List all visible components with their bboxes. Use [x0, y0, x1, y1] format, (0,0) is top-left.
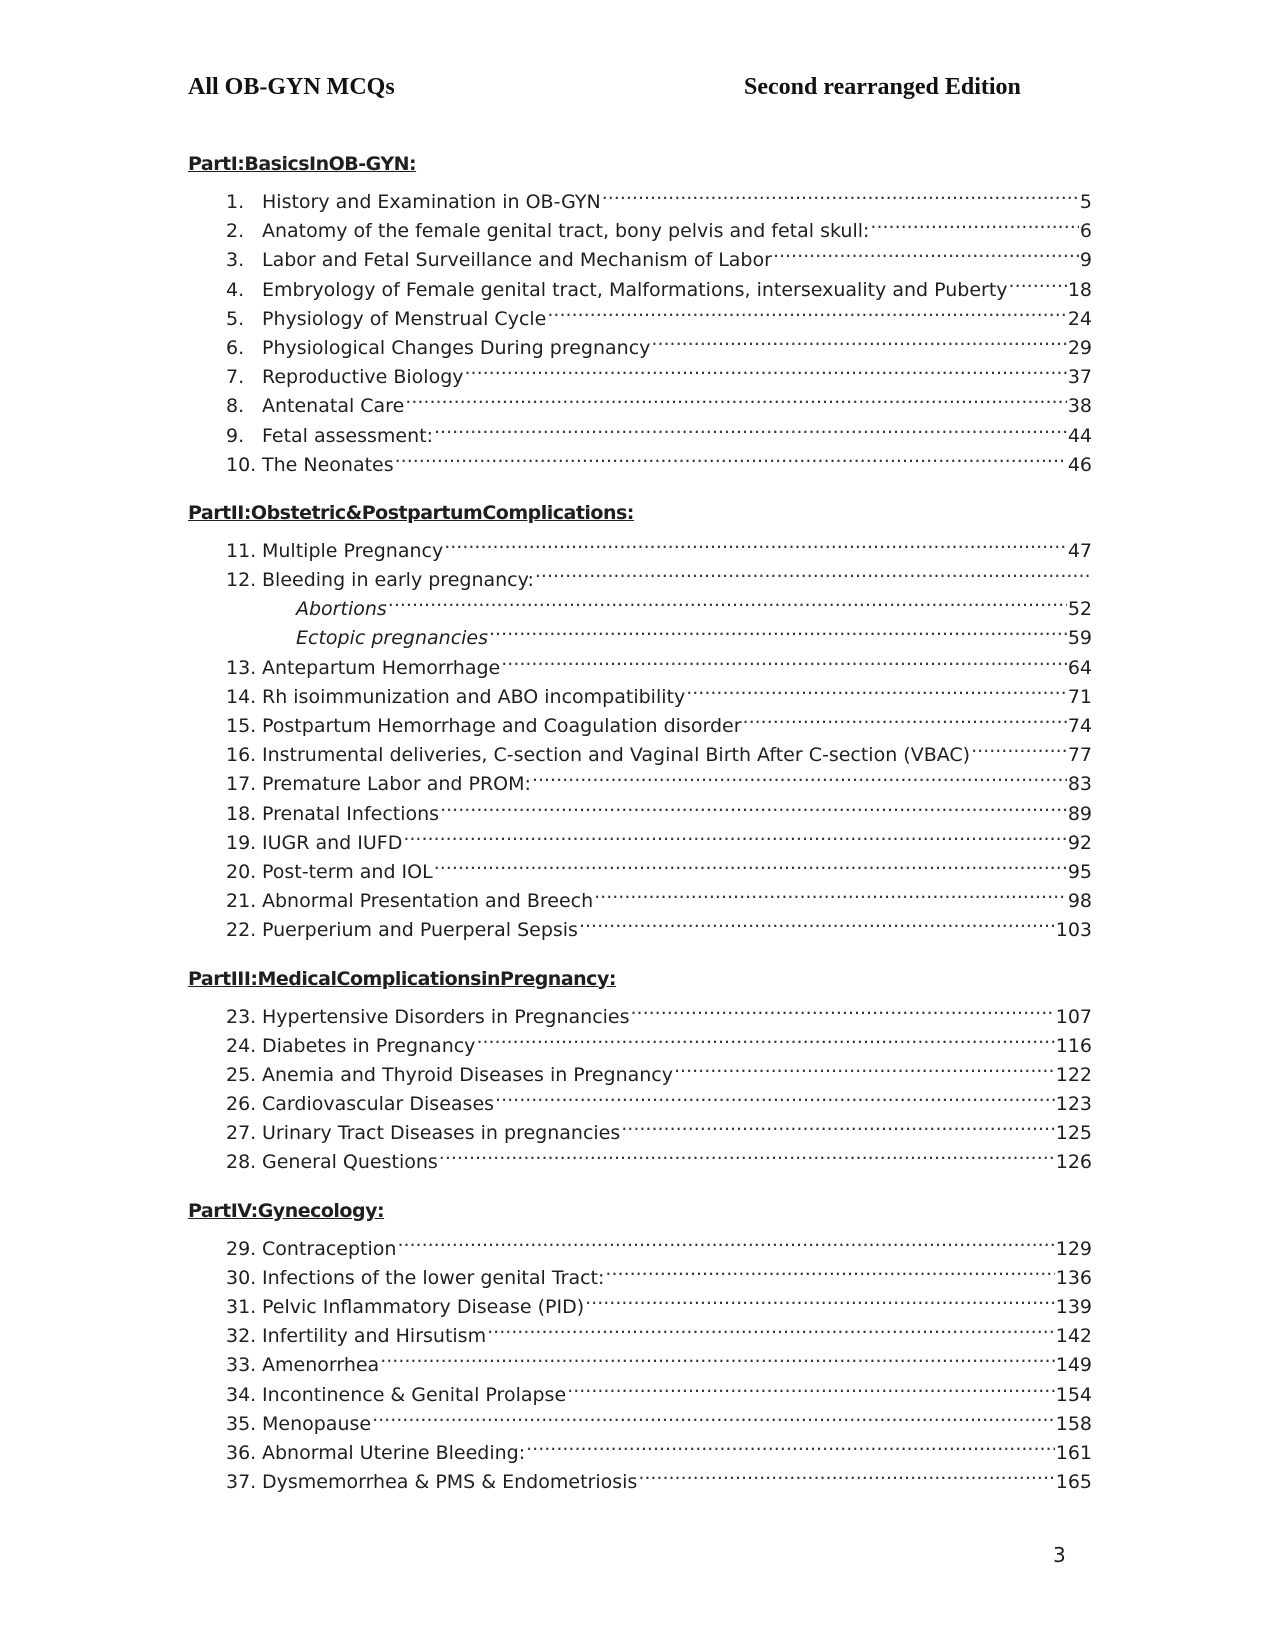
- dot-leader: [434, 849, 1067, 878]
- entry-title: Reproductive Biology: [262, 366, 464, 389]
- entry-page-number: 24: [1067, 307, 1092, 330]
- entry-number: 4.: [226, 278, 245, 301]
- entry-title: Dysmemorrhea & PMS & Endometriosis: [262, 1471, 638, 1494]
- entry-page-number: 44: [1067, 424, 1092, 447]
- page-number: 3: [1053, 1543, 1066, 1567]
- dot-leader: [547, 296, 1066, 325]
- entry-page-number: 92: [1067, 831, 1092, 854]
- entry-number: 3.: [226, 249, 245, 272]
- dot-leader: [403, 820, 1066, 849]
- entry-number: 11.: [226, 539, 257, 562]
- entry-page-number: 52: [1067, 598, 1092, 621]
- entry-title: Instrumental deliveries, C-section and Vaginal Birth After C-section (VBAC): [262, 744, 971, 767]
- entry-page-number: 89: [1067, 802, 1092, 825]
- dot-leader: [372, 1401, 1055, 1430]
- dot-leader: [532, 761, 1067, 790]
- entry-page-number: 139: [1055, 1296, 1092, 1318]
- entry-title: Anatomy of the female genital tract, bony pelvis and fetal skull:: [262, 220, 870, 243]
- entry-page-number: 154: [1055, 1383, 1092, 1406]
- entry-title: Anemia and Thyroid Diseases in Pregnancy: [262, 1063, 673, 1086]
- entry-page-number: 165: [1055, 1471, 1092, 1494]
- entry-title: Cardiovascular Diseases: [262, 1093, 495, 1116]
- dot-leader: [585, 1284, 1055, 1313]
- dot-leader: [388, 586, 1067, 615]
- entry-title: Hypertensive Disorders in Pregnancies: [262, 1005, 630, 1028]
- entry-number: 6.: [226, 336, 245, 359]
- dot-leader: [526, 1430, 1055, 1459]
- dot-leader: [501, 645, 1067, 674]
- entry-title: General Questions: [262, 1151, 438, 1174]
- dot-leader: [487, 1313, 1055, 1342]
- toc-entry[interactable]: [188, 1226, 1092, 1260]
- entry-number: 30.: [226, 1266, 257, 1289]
- entry-page-number: 158: [1055, 1412, 1092, 1435]
- toc-part: [188, 499, 1092, 942]
- entry-number: 2.: [226, 220, 245, 243]
- entry-page-number: 161: [1055, 1441, 1092, 1464]
- dot-leader: [651, 325, 1066, 354]
- entry-number: 21.: [226, 890, 257, 913]
- entry-number: 32.: [226, 1325, 257, 1348]
- entry-page-number: 9: [1079, 249, 1092, 272]
- dot-leader: [380, 1342, 1055, 1371]
- entry-title: Incontinence & Genital Prolapse: [262, 1383, 567, 1406]
- entry-title: Antepartum Hemorrhage: [262, 656, 501, 679]
- entry-title: Rh isoimmunization and ABO incompatibility: [262, 685, 686, 708]
- entry-number: 28.: [226, 1151, 257, 1174]
- dot-leader: [495, 1081, 1055, 1110]
- entry-number: 10.: [226, 453, 257, 476]
- entry-number: 5.: [226, 307, 245, 330]
- entry-title: Antenatal Care: [262, 395, 405, 418]
- dot-leader: [594, 878, 1067, 907]
- dot-leader: [395, 442, 1067, 471]
- dot-leader: [631, 994, 1055, 1023]
- toc-entry[interactable]: [188, 179, 1092, 213]
- entry-number: 22.: [226, 919, 257, 942]
- entry-page-number: 123: [1055, 1093, 1092, 1116]
- entry-title: Contraception: [262, 1237, 397, 1260]
- dot-leader: [773, 237, 1079, 266]
- entry-page-number: 83: [1067, 773, 1092, 796]
- dot-leader: [489, 615, 1067, 644]
- entry-number: 27.: [226, 1122, 257, 1145]
- entry-number: 18.: [226, 802, 257, 825]
- entry-number: 23.: [226, 1005, 257, 1028]
- entry-page-number: 71: [1067, 685, 1092, 708]
- entry-title: Abnormal Presentation and Breech: [262, 890, 594, 913]
- entry-page-number: 122: [1055, 1063, 1092, 1086]
- entry-number: 8.: [226, 395, 245, 418]
- entry-title: Bleeding in early pregnancy:: [262, 569, 534, 592]
- entry-page-number: 125: [1055, 1122, 1092, 1145]
- entry-title: Abortions: [296, 598, 387, 621]
- dot-leader: [971, 732, 1067, 761]
- dot-leader: [405, 383, 1067, 412]
- entry-number: 13.: [226, 656, 257, 679]
- dot-leader: [465, 354, 1067, 383]
- entry-page-number: 37: [1067, 366, 1092, 389]
- entry-title: Multiple Pregnancy: [262, 539, 444, 562]
- dot-leader: [743, 703, 1067, 732]
- entry-number: 36.: [226, 1441, 257, 1464]
- entry-page-number: 107: [1055, 1005, 1092, 1028]
- entry-title: IUGR and IUFD: [262, 831, 403, 854]
- book-title: All OB-GYN MCQs: [188, 74, 395, 100]
- entry-page-number: 103: [1055, 919, 1092, 942]
- dot-leader: [686, 674, 1067, 703]
- entry-number: 12.: [226, 569, 257, 592]
- entry-title: Prenatal Infections: [262, 802, 440, 825]
- entry-number: 15.: [226, 715, 257, 737]
- entry-number: 14.: [226, 685, 257, 708]
- dot-leader: [535, 557, 1091, 586]
- entry-number: 35.: [226, 1412, 257, 1435]
- entry-page-number: 116: [1055, 1034, 1092, 1057]
- dot-leader: [567, 1372, 1055, 1401]
- entry-title: The Neonates: [262, 453, 394, 476]
- part-title: PartIII:MedicalComplicationsinPregnancy:: [188, 967, 616, 990]
- entry-page-number: 47: [1067, 539, 1092, 562]
- dot-leader: [674, 1052, 1055, 1081]
- dot-leader: [579, 907, 1055, 936]
- entry-title: Labor and Fetal Surveillance and Mechanism of Labor: [262, 249, 772, 272]
- dot-leader: [1009, 267, 1067, 296]
- entry-page-number: 46: [1067, 453, 1092, 476]
- entry-page-number: 74: [1067, 715, 1092, 737]
- entry-title: Infertility and Hirsutism: [262, 1325, 487, 1348]
- entry-page-number: 64: [1067, 656, 1092, 679]
- entry-page-number: 149: [1055, 1354, 1092, 1377]
- entry-title: Physiology of Menstrual Cycle: [262, 307, 547, 330]
- entry-number: 7.: [226, 366, 245, 389]
- entry-number: 26.: [226, 1093, 257, 1116]
- dot-leader: [476, 1023, 1054, 1052]
- entry-number: 33.: [226, 1354, 257, 1377]
- entry-title: History and Examination in OB-GYN: [262, 191, 601, 213]
- entry-title: Embryology of Female genital tract, Malformations, intersexuality and Puberty: [262, 278, 1008, 301]
- entry-title: Fetal assessment:: [262, 424, 434, 447]
- entry-page-number: 5: [1079, 191, 1092, 213]
- entry-page-number: 6: [1079, 220, 1092, 243]
- entry-page-number: 38: [1067, 395, 1092, 418]
- part-title: PartIV:Gynecology:: [188, 1199, 385, 1222]
- entry-page-number: 18: [1067, 278, 1092, 301]
- edition-label: Second rearranged Edition: [744, 74, 1021, 100]
- dot-leader: [605, 1255, 1054, 1284]
- entry-number: 19.: [226, 831, 257, 854]
- entry-title: Ectopic pregnancies: [296, 627, 489, 650]
- entry-title: Puerperium and Puerperal Sepsis: [262, 919, 578, 942]
- entry-number: 16.: [226, 744, 257, 767]
- entry-page-number: 98: [1067, 890, 1092, 913]
- entry-number: 20.: [226, 860, 257, 883]
- entry-title: Urinary Tract Diseases in pregnancies: [262, 1122, 621, 1145]
- entry-page-number: 129: [1055, 1237, 1092, 1260]
- entry-number: 9.: [226, 424, 245, 447]
- entry-page-number: 142: [1055, 1325, 1092, 1348]
- entry-number: 37.: [226, 1471, 257, 1494]
- entry-number: 1.: [226, 191, 245, 213]
- entry-title: Menopause: [262, 1412, 372, 1435]
- dot-leader: [440, 791, 1067, 820]
- entry-title: Post-term and IOL: [262, 860, 433, 883]
- toc-entry[interactable]: [188, 994, 1092, 1028]
- dot-leader: [397, 1226, 1054, 1255]
- entry-page-number: 77: [1067, 744, 1092, 767]
- entry-page-number: 95: [1067, 860, 1092, 883]
- entry-number: 29.: [226, 1237, 257, 1260]
- dot-leader: [602, 179, 1079, 208]
- entry-page-number: 136: [1055, 1266, 1092, 1289]
- entry-page-number: 126: [1055, 1151, 1092, 1174]
- dot-leader: [638, 1459, 1054, 1488]
- entry-title: Abnormal Uterine Bleeding:: [262, 1441, 526, 1464]
- part-title: PartI:BasicsInOB-GYN:: [188, 153, 417, 175]
- entry-page-number: 59: [1067, 627, 1092, 650]
- entry-number: 31.: [226, 1296, 257, 1318]
- toc-entry[interactable]: [188, 528, 1092, 562]
- dot-leader: [870, 208, 1078, 237]
- toc-part: [188, 965, 1092, 1174]
- entry-title: Pelvic Inflammatory Disease (PID): [262, 1296, 585, 1318]
- entry-title: Postpartum Hemorrhage and Coagulation disorder: [262, 715, 742, 737]
- entry-title: Premature Labor and PROM:: [262, 773, 531, 796]
- dot-leader: [434, 413, 1067, 442]
- toc-part: [188, 1197, 1092, 1494]
- entry-title: Diabetes in Pregnancy: [262, 1034, 476, 1057]
- entry-title: Physiological Changes During pregnancy: [262, 336, 651, 359]
- toc-part: [188, 150, 1092, 476]
- entry-page-number: 29: [1067, 336, 1092, 359]
- entry-title: Infections of the lower genital Tract:: [262, 1266, 605, 1289]
- entry-title: Amenorrhea: [262, 1354, 380, 1377]
- table-of-contents: [188, 150, 1092, 1494]
- entry-number: 24.: [226, 1034, 257, 1057]
- dot-leader: [444, 528, 1067, 557]
- entry-number: 25.: [226, 1063, 257, 1086]
- dot-leader: [439, 1139, 1055, 1168]
- entry-number: 17.: [226, 773, 257, 796]
- entry-number: 34.: [226, 1383, 257, 1406]
- dot-leader: [621, 1110, 1054, 1139]
- part-title: PartII:Obstetric&PostpartumComplications:: [188, 501, 634, 524]
